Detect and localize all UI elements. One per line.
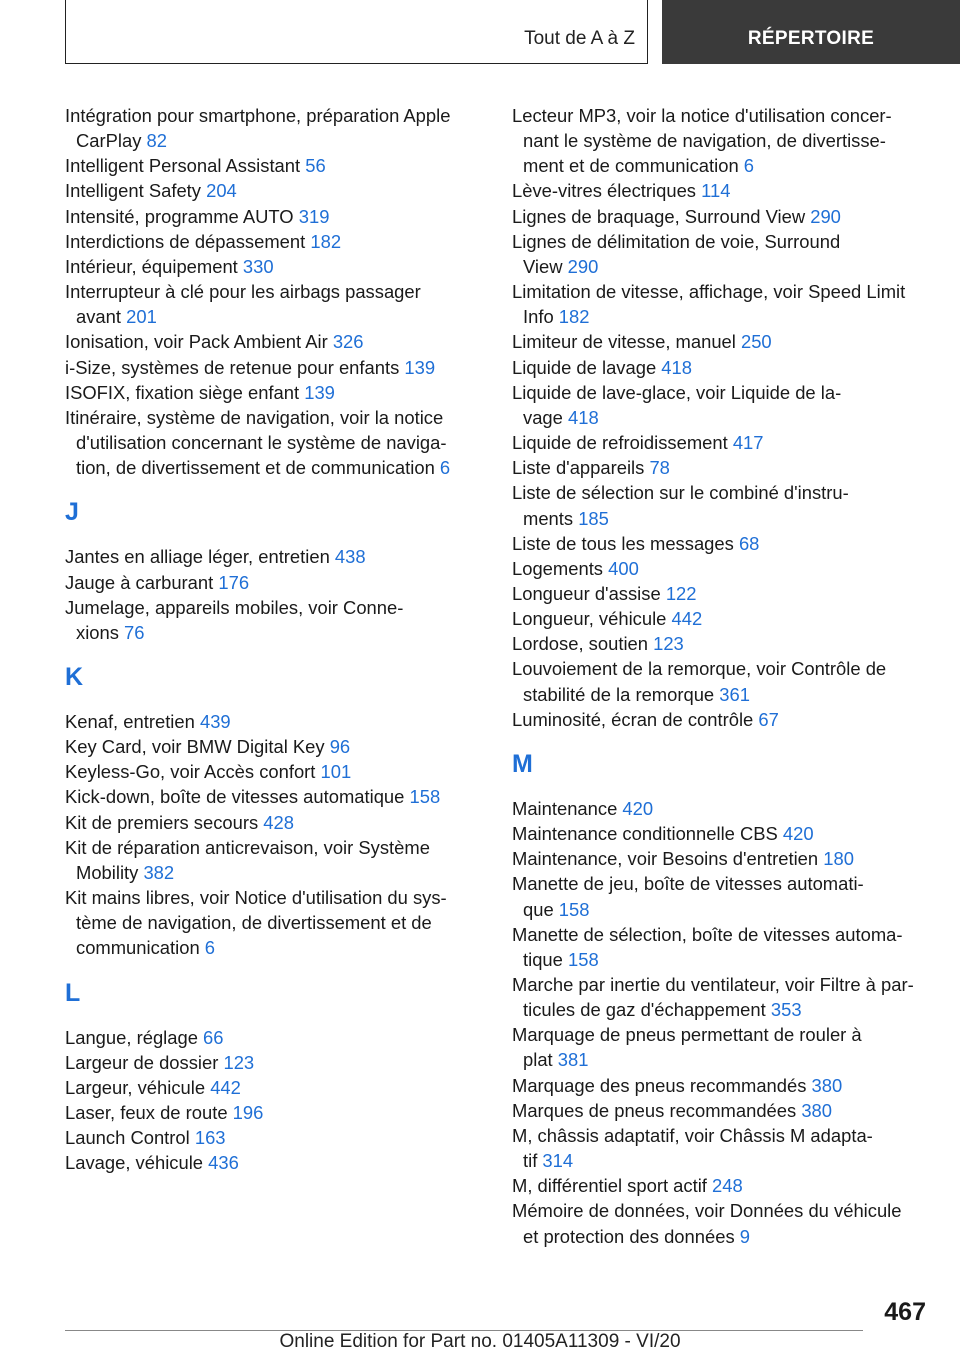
index-entry-text: Marche par inertie du ventilateur, voir Filtre à par- xyxy=(512,974,914,995)
index-entry-text: Kick-down, boîte de vitesses automatique xyxy=(65,786,410,808)
index-entry-text: Key Card, voir BMW Digital Key xyxy=(65,736,330,758)
index-entry-text: Maintenance xyxy=(512,797,623,819)
index-entry xyxy=(512,455,932,480)
index-entry-text: d'utilisation concernant le système de naviga- xyxy=(76,432,447,454)
index-entry-text: Liste d'appareils xyxy=(512,457,650,479)
page-reference-link[interactable]: 418 xyxy=(661,356,692,378)
index-entry-text: Lignes de délimitation de voie, Surround xyxy=(512,230,841,252)
page-reference-link[interactable]: 78 xyxy=(649,457,670,479)
index-entry-text: M, châssis adaptatif, voir Châssis M adapta- xyxy=(512,1124,873,1146)
index-entry-text: Lève-vitres électriques xyxy=(512,180,702,202)
index-entry xyxy=(512,922,932,972)
page-reference-link[interactable]: 139 xyxy=(404,356,436,378)
header-tab xyxy=(65,0,648,64)
index-entry xyxy=(512,430,932,455)
index-entry xyxy=(65,254,477,279)
page-reference-link[interactable]: 418 xyxy=(568,406,599,428)
index-entry xyxy=(512,581,932,606)
page-reference-link[interactable]: 417 xyxy=(732,432,764,454)
index-entry xyxy=(512,531,932,556)
page-reference-link[interactable]: 400 xyxy=(608,557,639,579)
section-letter: M xyxy=(512,749,533,778)
header-tab-label: Tout de A à Z xyxy=(524,28,635,49)
index-entry xyxy=(65,570,477,595)
index-entry xyxy=(65,835,477,885)
index-entry-text: Interrupteur à clé pour les airbags passager xyxy=(65,281,421,303)
page-reference-link[interactable]: 380 xyxy=(811,1074,843,1096)
index-entry xyxy=(65,810,477,835)
index-entry xyxy=(65,1025,477,1050)
section-title: RÉPERTOIRE xyxy=(747,28,875,49)
page-reference-link[interactable]: 250 xyxy=(740,331,772,353)
index-entry-text: Launch Control xyxy=(65,1127,195,1149)
index-entry xyxy=(512,279,932,329)
page-reference-link[interactable]: 204 xyxy=(206,180,237,202)
index-entry-text: Kit mains libres, voir Notice d'utilisation du sys- xyxy=(65,887,447,909)
index-entry xyxy=(512,480,932,530)
page-reference-link[interactable]: 420 xyxy=(782,823,814,845)
index-entry xyxy=(65,355,477,380)
page-reference-link[interactable]: 382 xyxy=(143,861,175,883)
index-entry xyxy=(65,1075,477,1100)
index-entry xyxy=(512,631,932,656)
index-entry-text: Intégration pour smartphone, préparation Apple xyxy=(65,105,451,126)
index-entry-text: Manette de jeu, boîte de vitesses automati- xyxy=(512,873,864,895)
index-entry-text: Liquide de refroidissement xyxy=(512,432,733,454)
index-entry-text: Keyless-Go, voir Accès confort xyxy=(65,761,321,783)
page-reference-link[interactable]: 182 xyxy=(558,306,590,328)
page-reference-link[interactable]: 68 xyxy=(738,532,760,554)
page-reference-link[interactable]: 436 xyxy=(208,1152,239,1174)
page-reference-link[interactable]: 6 xyxy=(204,937,216,959)
page-reference-link[interactable]: 163 xyxy=(194,1127,226,1149)
index-entry-text: Luminosité, écran de contrôle xyxy=(512,708,759,730)
page-reference-link[interactable]: 381 xyxy=(557,1049,589,1071)
page-reference-link[interactable]: 319 xyxy=(298,205,330,227)
index-entry xyxy=(65,595,477,645)
page-reference-link[interactable]: 114 xyxy=(701,180,731,202)
page-reference-link[interactable]: 196 xyxy=(232,1102,264,1123)
index-entry xyxy=(65,885,477,960)
index-entry xyxy=(65,204,477,229)
index-entry-text: ticules de gaz d'échappement xyxy=(523,999,771,1021)
index-entry xyxy=(512,329,932,354)
page-reference-link[interactable]: 122 xyxy=(665,582,697,604)
index-entry-text: Jumelage, appareils mobiles, voir Conne- xyxy=(65,596,404,618)
page-reference-link[interactable]: 82 xyxy=(146,130,167,152)
index-entry-text: Info xyxy=(523,306,559,328)
page-reference-link[interactable]: 101 xyxy=(320,761,352,783)
index-entry xyxy=(512,796,932,821)
index-entry xyxy=(512,204,932,229)
index-entry xyxy=(65,1100,477,1125)
page-reference-link[interactable]: 361 xyxy=(719,683,750,705)
index-entry-text: que xyxy=(523,898,559,920)
index-entry xyxy=(512,656,932,706)
page-reference-link[interactable]: 330 xyxy=(242,255,274,277)
page-reference-link[interactable]: 6 xyxy=(743,155,755,177)
index-entry-text: tion, de divertissement et de communication xyxy=(76,457,440,479)
index-entry-text: Longueur, véhicule xyxy=(512,608,672,630)
page-reference-link[interactable]: 158 xyxy=(409,786,441,808)
page-reference-link[interactable]: 290 xyxy=(810,205,841,227)
index-entry xyxy=(65,329,477,354)
index-entry-text: Interdictions de dépassement xyxy=(65,230,311,252)
index-entry-text: Intensité, programme AUTO xyxy=(65,205,299,227)
index-entry-text: ISOFIX, fixation siège enfant xyxy=(65,381,305,403)
page-reference-link[interactable]: 67 xyxy=(758,708,779,730)
index-entry xyxy=(512,1073,932,1098)
index-entry xyxy=(65,103,477,153)
index-entry-text: Kenaf, entretien xyxy=(65,710,200,732)
index-entry-text: Marques de pneus recommandées xyxy=(512,1099,802,1121)
index-entry xyxy=(512,1022,932,1072)
page-reference-link[interactable]: 326 xyxy=(332,331,364,353)
index-entry-text: Manette de sélection, boîte de vitesses automa- xyxy=(512,923,903,945)
index-entry xyxy=(65,709,477,734)
index-entry-text: stabilité de la remorque xyxy=(523,683,720,705)
index-entry-text: Logements xyxy=(512,557,609,579)
page-reference-link[interactable]: 182 xyxy=(310,230,342,252)
index-entry xyxy=(512,103,932,178)
page-reference-link[interactable]: 314 xyxy=(542,1150,574,1172)
index-entry-text: nant le système de navigation, de divertisse- xyxy=(523,130,886,152)
index-entry xyxy=(512,972,932,1022)
index-entry-text: Longueur d'assise xyxy=(512,582,666,604)
header-section xyxy=(662,0,960,64)
page-reference-link[interactable]: 66 xyxy=(203,1026,224,1048)
index-entry-text: plat xyxy=(523,1049,558,1071)
page-reference-link[interactable]: 428 xyxy=(263,811,294,833)
index-entry xyxy=(512,871,932,921)
index-entry-text: Largeur de dossier xyxy=(65,1051,224,1073)
index-entry-text: Intelligent Safety xyxy=(65,180,207,202)
index-entry xyxy=(65,734,477,759)
index-entry-text: Ionisation, voir Pack Ambient Air xyxy=(65,331,333,353)
index-entry-text: xions xyxy=(76,621,125,643)
index-entry xyxy=(65,1125,477,1150)
index-entry-text: Intérieur, équipement xyxy=(65,255,243,277)
index-entry xyxy=(65,1150,477,1175)
index-entry-text: ment et de communication xyxy=(523,155,744,177)
page-reference-link[interactable]: 56 xyxy=(305,155,326,177)
index-entry-text: Mémoire de données, voir Données du véhicule xyxy=(512,1200,902,1222)
index-entry-text: Laser, feux de route xyxy=(65,1102,233,1123)
index-entry xyxy=(512,229,932,279)
index-entry-text: tique xyxy=(523,948,568,970)
index-entry xyxy=(65,279,477,329)
section-letter: L xyxy=(65,978,81,1007)
index-entry-text: tème de navigation, de divertissement et de xyxy=(76,912,432,934)
index-column-right xyxy=(512,103,932,1249)
index-entry xyxy=(512,1098,932,1123)
index-entry-text: Marquage des pneus recommandés xyxy=(512,1074,812,1096)
index-entry-text: Lordose, soutien xyxy=(512,633,654,655)
index-entry-text: tif xyxy=(523,1150,543,1172)
page-number: 467 xyxy=(884,1298,926,1326)
index-entry-text: et protection des données xyxy=(523,1225,740,1247)
page-reference-link[interactable]: 420 xyxy=(622,797,654,819)
page-reference-link[interactable]: 353 xyxy=(770,999,802,1021)
index-entry xyxy=(512,821,932,846)
index-entry-text: vage xyxy=(523,406,568,428)
page-reference-link[interactable]: 6 xyxy=(439,457,451,479)
page-reference-link[interactable]: 158 xyxy=(558,898,590,920)
index-entry xyxy=(512,1123,932,1173)
index-entry-text: Kit de réparation anticrevaison, voir Système xyxy=(65,836,430,858)
page-reference-link[interactable]: 123 xyxy=(223,1051,255,1073)
index-entry-text: Liquide de lave-glace, voir Liquide de la- xyxy=(512,381,842,403)
index-entry xyxy=(512,556,932,581)
page-reference-link[interactable]: 176 xyxy=(218,571,250,593)
page-reference-link[interactable]: 185 xyxy=(578,507,609,529)
index-entry xyxy=(512,355,932,380)
index-entry xyxy=(65,784,477,809)
index-entry-text: Jauge à carburant xyxy=(65,571,219,593)
page-reference-link[interactable]: 180 xyxy=(823,848,854,870)
index-entry-text: Lavage, véhicule xyxy=(65,1152,209,1174)
index-entry-text: communication xyxy=(76,937,205,959)
index-entry-text: Liste de sélection sur le combiné d'instru- xyxy=(512,482,849,504)
index-entry-text: Langue, réglage xyxy=(65,1026,204,1048)
index-entry xyxy=(65,380,477,405)
index-entry xyxy=(65,1050,477,1075)
page-reference-link[interactable]: 442 xyxy=(210,1076,241,1098)
index-entry-text: ments xyxy=(523,507,579,529)
page-reference-link[interactable]: 76 xyxy=(124,621,145,643)
index-entry-text: Liquide de lavage xyxy=(512,356,662,378)
page-reference-link[interactable]: 139 xyxy=(304,381,335,403)
page-reference-link[interactable]: 290 xyxy=(567,255,599,277)
index-entry-text: Maintenance, voir Besoins d'entretien xyxy=(512,848,824,870)
index-entry-text: Kit de premiers secours xyxy=(65,811,264,833)
index-entry-text: Louvoiement de la remorque, voir Contrôle de xyxy=(512,658,887,680)
index-entry-text: Itinéraire, système de navigation, voir la notice xyxy=(65,406,444,428)
index-entry-text: Maintenance conditionnelle CBS xyxy=(512,823,783,845)
section-letter: J xyxy=(65,498,79,527)
page-reference-link[interactable]: 9 xyxy=(739,1225,750,1247)
footer-edition-text: Online Edition for Part no. 01405A11309 - VI/20 xyxy=(279,1331,681,1352)
index-entry-text: View xyxy=(523,255,568,277)
page-reference-link[interactable]: 96 xyxy=(329,736,351,758)
index-entry-text: avant xyxy=(76,306,127,328)
index-entry xyxy=(65,153,477,178)
index-entry-text: Intelligent Personal Assistant xyxy=(65,155,306,177)
page-reference-link[interactable]: 158 xyxy=(568,948,599,970)
index-column-left xyxy=(65,103,477,1175)
page-reference-link[interactable]: 438 xyxy=(334,546,366,568)
index-entry xyxy=(512,1198,932,1248)
index-entry-text: Marquage de pneus permettant de rouler à xyxy=(512,1024,862,1046)
index-entry xyxy=(65,229,477,254)
page-reference-link[interactable]: 123 xyxy=(653,633,684,655)
index-entry xyxy=(512,606,932,631)
page-reference-link[interactable]: 201 xyxy=(126,306,157,328)
index-entry-text: Limitation de vitesse, affichage, voir Speed Limit xyxy=(512,281,906,303)
index-entry-text: CarPlay xyxy=(76,130,147,152)
index-entry xyxy=(512,707,932,732)
index-entry xyxy=(65,405,477,480)
section-letter: K xyxy=(65,662,84,691)
index-entry xyxy=(65,178,477,203)
index-entry-text: Largeur, véhicule xyxy=(65,1076,211,1098)
page-reference-link[interactable]: 380 xyxy=(801,1099,832,1121)
index-entry-text: Mobility xyxy=(76,861,144,883)
index-entry-text: M, différentiel sport actif xyxy=(512,1175,712,1197)
page-reference-link[interactable]: 248 xyxy=(712,1175,743,1197)
index-entry-text: Jantes en alliage léger, entretien xyxy=(65,546,335,568)
index-entry xyxy=(512,846,932,871)
index-entry xyxy=(65,759,477,784)
page-reference-link[interactable]: 442 xyxy=(671,608,703,630)
page-reference-link[interactable]: 439 xyxy=(199,710,231,732)
index-entry xyxy=(65,544,477,569)
index-entry xyxy=(512,178,932,203)
index-entry-text: i-Size, systèmes de retenue pour enfants xyxy=(65,356,405,378)
index-entry xyxy=(512,380,932,430)
index-entry-text: Lecteur MP3, voir la notice d'utilisation concer- xyxy=(512,105,892,126)
index-entry-text: Limiteur de vitesse, manuel xyxy=(512,331,741,353)
index-entry xyxy=(512,1173,932,1198)
index-entry-text: Lignes de braquage, Surround View xyxy=(512,205,811,227)
index-entry-text: Liste de tous les messages xyxy=(512,532,739,554)
